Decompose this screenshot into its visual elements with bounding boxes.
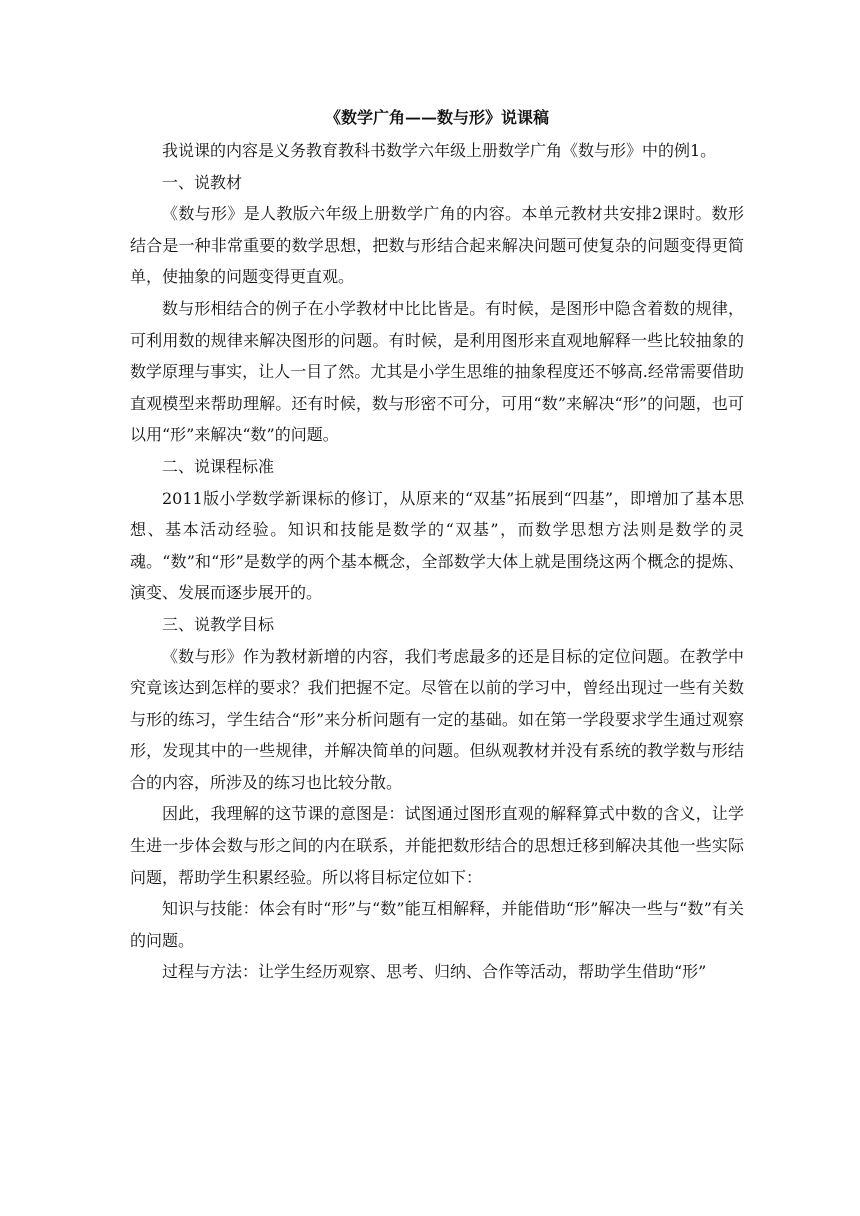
document-body — [130, 102, 744, 988]
paragraph-textbook-1: 《数与形》是人教版六年级上册数学广角的内容。本单元教材共安排2课时。数形结合是一种非常重要的数学思想，把数与形结合起来解决问题可使复杂的问题变得更简单，使抽象的问题变得更直观。 — [130, 204, 744, 287]
intro-paragraph: 我说课的内容是义务教育教科书数学六年级上册数学广角《数与形》中的例1。 — [162, 141, 717, 160]
paragraph-objectives-2: 因此，我理解的这节课的意图是：试图通过图形直观的解释算式中数的含义，让学生进一步体会数与形之间的内在联系，并能把数形结合的思想迁移到解决其他一些实际问题，帮助学生积累经验。所以将目标定位如下： — [130, 804, 744, 887]
paragraph-process-methods: 过程与方法：让学生经历观察、思考、归纳、合作等活动，帮助学生借助“形” — [162, 962, 707, 982]
section-heading-objectives: 三、说教学目标 — [162, 614, 275, 634]
document-title: 《数学广角——数与形》说课稿 — [324, 108, 549, 127]
paragraph-curriculum: 2011版小学数学新课标的修订，从原来的“双基”拓展到“四基”，即增加了基本思想、基本活动经验。知识和技能是数学的“双基”，而数学思想方法则是数学的灵魂。“数”和“形”是数学的两个基本概念，全部数学大体上就是围绕这两个概念的提炼、演变、发展而逐步展开的。 — [130, 488, 744, 603]
paragraph-objectives-1: 《数与形》作为教材新增的内容，我们考虑最多的还是目标的定位问题。在教学中究竟该达到怎样的要求？我们把握不定。尽管在以前的学习中，曾经出现过一些有关数与形的练习，学生结合“形”来分析问题有一定的基础。如在第一学段要求学生通过观察形，发现其中的一些规律，并解决简单的问题。但纵观教材并没有系统的教学数与形结合的内容，所涉及的练习也比较分散。 — [130, 646, 744, 792]
section-heading-curriculum: 二、说课程标准 — [162, 456, 275, 476]
paragraph-textbook-2: 数与形相结合的例子在小学教材中比比皆是。有时候，是图形中隐含着数的规律，可利用数的规律来解决图形的问题。有时候，是利用图形来直观地解释一些比较抽象的数学原理与事实，让人一目了然。尤其是小学生思维的抽象程度还不够高.经常需要借助直观模型来帮助理解。还有时候，数与形密不可分，可用“数”来解决“形”的问题，也可以用“形”来解决“数”的问题。 — [130, 298, 744, 445]
paragraph-knowledge-skills: 知识与技能：体会有时“形”与“数”能互相解释，并能借助“形”解决一些与“数”有关的问题。 — [130, 899, 744, 950]
section-heading-textbook: 一、说教材 — [162, 172, 243, 192]
